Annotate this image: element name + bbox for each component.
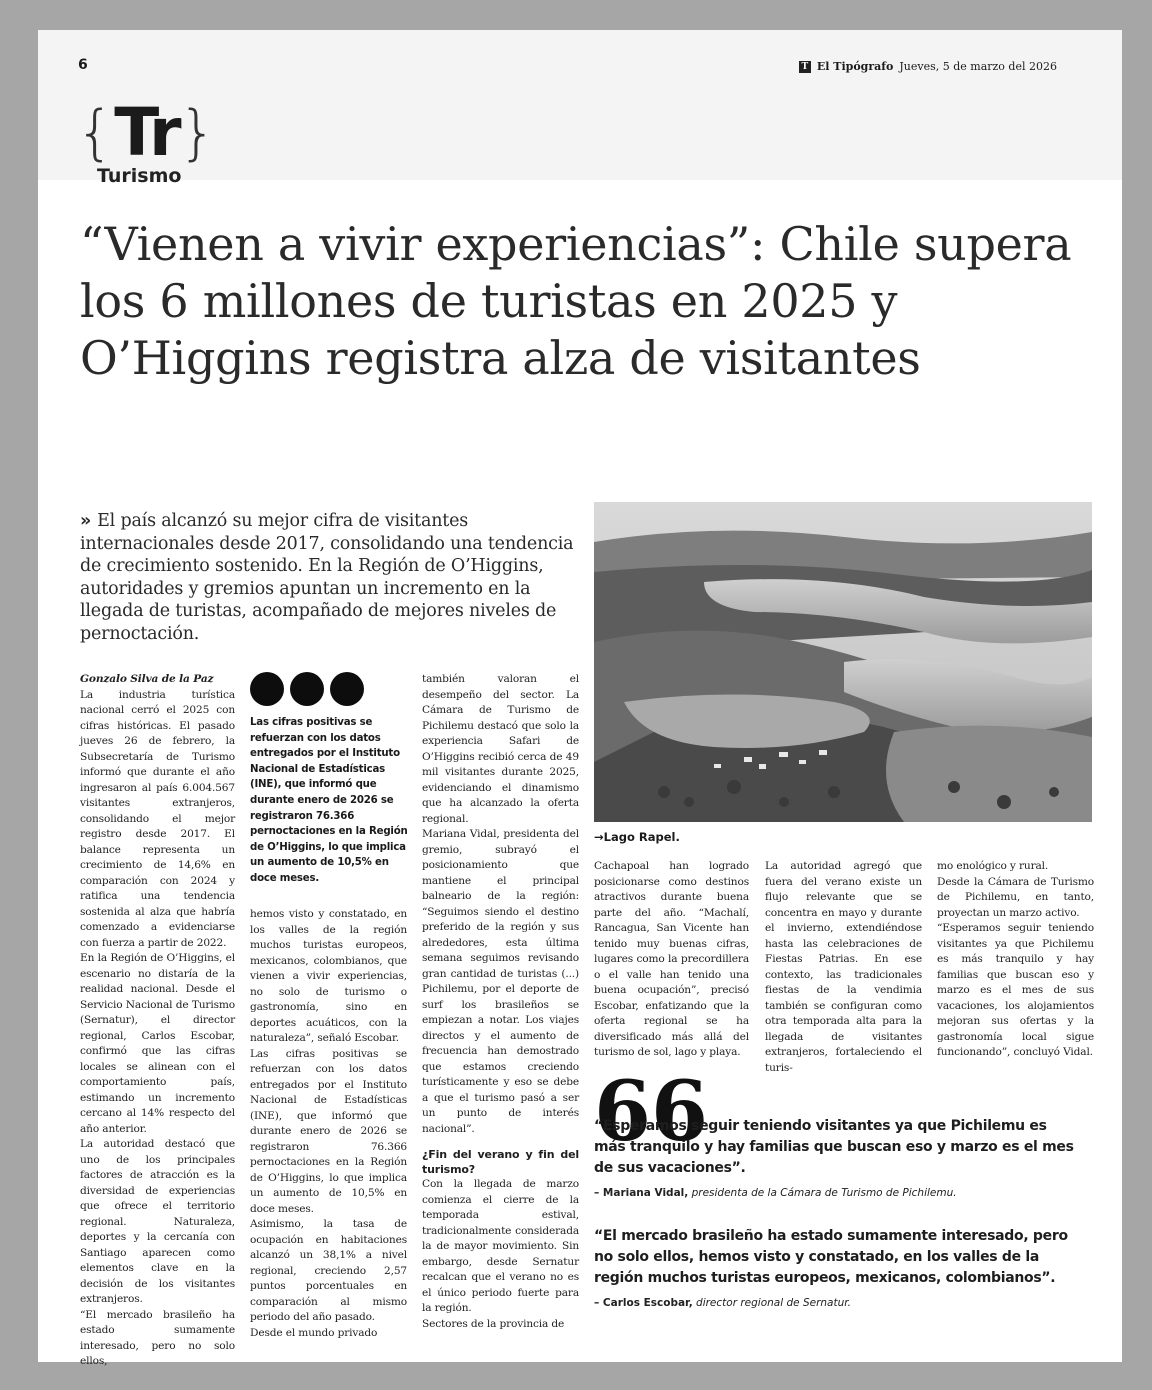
text-column-5 — [765, 859, 922, 1076]
photo-caption: →Lago Rapel. — [594, 830, 680, 844]
quotation-mark-icon: 66 — [594, 1064, 709, 1160]
paragraph: Asimismo, la tasa de ocupación en habitaciones alcanzó un 38,1% a nivel regional, creciendo 2,57 puntos porcentuales en comparación al mismo periodo del año pasado. — [250, 1218, 407, 1323]
quote-1-role: presidenta de la Cámara de Turismo de Pichilemu. — [691, 1187, 957, 1199]
lead-paragraph — [80, 510, 585, 645]
subheading: ¿Fin del verano y fin del turismo? — [422, 1148, 579, 1176]
quote-2-author: – Carlos Escobar, — [594, 1297, 693, 1309]
quote-1-attribution — [594, 1187, 957, 1199]
text-column-6 — [937, 859, 1094, 1061]
lake-photo — [594, 502, 1092, 822]
paragraph: Cachapoal han logrado posicionarse como destinos atractivos durante buena parte del año. “Machalí, Rancagua, San Vicente han tenido muy buenas cifras, lugares como la precordillera o el valle han tenido una buena ocupación”, precisó Escobar, enfatizando que la oferta regional se ha diversificado más allá del turismo de sol, lago y playa. — [594, 860, 749, 1058]
paragraph: Mariana Vidal, presidenta del gremio, subrayó el posicionamiento que mantiene el principal balneario de la región: “Seguimos siendo el destino preferido de la región y sus alrededores, esta última semana seguimos revisando gran cantidad de turistas (...) Pichilemu, por el deporte de surf los brasileños se empiezan a notar. Los viajes directos y el aumento de frecuencia han demostrado que estamos creciendo turísticamente y eso se debe a que el turismo pasó a ser un punto de interés nacional”. — [422, 828, 579, 1135]
lead-marker-icon: » — [80, 511, 92, 531]
publication-name: El Tipógrafo — [816, 60, 894, 73]
paragraph: La autoridad agregó que fuera del verano existe un flujo relevante que se concentra en mayo y durante el invierno, extendiéndose hasta las celebraciones de Fiestas Patrias. En ese contexto, las tradicionales fiestas de la vendimia también se configuran como otra temporada alta para la llegada de visitantes extranjeros, fortaleciendo el turis- — [765, 860, 922, 1074]
left-brace-icon: { — [76, 98, 115, 168]
highlight-box: Las cifras positivas se refuerzan con los datos entregados por el Instituto Nacional de Estadísticas (INE), que informó que durante enero de 2026 se registraron 76.366 pernoctaciones en la Región de O’Higgins, lo que implica un aumento de 10,5% en doce meses. — [250, 717, 408, 884]
publication-date: Jueves, 5 de marzo del 2026 — [899, 60, 1057, 73]
paragraph: Desde el mundo privado — [250, 1326, 378, 1339]
byline: Gonzalo Silva de la Paz — [80, 673, 214, 685]
paragraph: hemos visto y constatado, en los valles de la región muchos turistas europeos, mexicanos, colombianos, que vienen a vivir experiencias, no solo de turismo o gastronomía, sino en deportes acuáticos, con la naturaleza”, señaló Escobar. — [250, 908, 407, 1044]
paragraph: también valoran el desempeño del sector. La Cámara de Turismo de Pichilemu destacó que solo la experiencia Safari de O’Higgins recibió cerca de 49 mil visitantes durante 2025, evidenciando el dinamismo que ha alcanzado la oferta regional. — [422, 673, 579, 825]
section-code: Tr — [114, 94, 179, 171]
text-column-1 — [80, 672, 235, 1370]
paragraph: La industria turística nacional cerró el 2025 con cifras históricas. El pasado jueves 26 de febrero, la Subsecretaría de Turismo informó que durante el año ingresaron al país 6.004.567 visitantes extranjeros, consolidando el mejor registro desde 2017. El balance representa un crecimiento de 14,6% en comparación con 2024 y ratifica una tendencia sostenida al alza que habría comenzado a evidenciarse con fuerza a partir de 2022. — [80, 688, 235, 949]
paragraph: Sectores de la provincia de — [422, 1317, 565, 1330]
section-logo — [76, 94, 217, 171]
text-column-2 — [250, 907, 407, 1341]
masthead — [799, 60, 1057, 73]
right-brace-icon: } — [178, 98, 217, 168]
pull-quote-1: “Esperamos seguir teniendo visitantes ya que Pichilemu es más tranquilo y hay familias que buscan eso y marzo es el mes de sus vacaciones”. — [594, 1118, 1074, 1176]
quote-2-attribution — [594, 1297, 851, 1309]
paragraph: mo enológico y rural. — [937, 860, 1049, 872]
page-number: 6 — [78, 57, 88, 73]
paragraph: La autoridad destacó que uno de los principales factores de atracción es la diversidad de experiencias que ofrece el territorio regional. Naturaleza, deportes y la cercanía con Santiago aparecen como elementos clave en la decisión de los visitantes extranjeros. — [80, 1138, 235, 1305]
quote-1-author: – Mariana Vidal, — [594, 1187, 689, 1199]
paragraph: En la Región de O’Higgins, el escenario no distaría de la realidad nacional. Desde el Servicio Nacional de Turismo (Sernatur), el director regional, Carlos Escobar, confirmó que las cifras locales se alinean con el comportamiento país, estimando un incremento cercano al 14% respecto del año anterior. — [80, 952, 235, 1135]
lead-text: El país alcanzó su mejor cifra de visitantes internacionales desde 2017, consolidando una tendencia de crecimiento sostenido. En la Región de O’Higgins, autoridades y gremios apuntan un incremento en la llegada de turistas, acompañado de mejores niveles de pernoctación. — [80, 511, 574, 644]
paragraph: “El mercado brasileño ha estado sumamente interesado, pero no solo ellos, — [80, 1308, 235, 1367]
paragraph: Con la llegada de marzo comienza el cierre de la temporada estival, tradicionalmente considerada la de mayor movimiento. Sin embargo, desde Sernatur recalcan que el verano no es el único periodo fuerte para la región. — [422, 1178, 579, 1314]
pull-quote-2: “El mercado brasileño ha estado sumamente interesado, pero no solo ellos, hemos visto y constatado, en los valles de la región muchos turistas europeos, mexicanos, colombianos”. — [594, 1228, 1068, 1286]
three-dots-icon — [250, 672, 364, 706]
quote-2-role: director regional de Sernatur. — [696, 1297, 851, 1309]
paragraph: Desde la Cámara de Turismo de Pichilemu, en tanto, proyectan un marzo activo. — [937, 875, 1094, 919]
section-name: Turismo — [97, 165, 182, 187]
paragraph: “Esperamos seguir teniendo visitantes ya que Pichilemu es más tranquilo y hay familias que buscan eso y marzo es el mes de sus vacaciones, los alojamientos mejoran sus ofertas y la gastronomía local sigue funcionando”, concluyó Vidal. — [937, 922, 1094, 1058]
paragraph: Las cifras positivas se refuerzan con los datos entregados por el Instituto Nacional de Estadísticas (INE), que informó que durante enero de 2026 se registraron 76.366 pernoctaciones en la Región de O’Higgins, lo que implica un aumento de 10,5% en doce meses. — [250, 1047, 407, 1215]
text-column-4 — [594, 859, 749, 1061]
headline: “Vienen a vivir experiencias”: Chile supera los 6 millones de turistas en 2025 y O’Higgins registra alza de visitantes — [80, 217, 1072, 385]
publication-logo-icon: T — [799, 61, 811, 73]
text-column-3 — [422, 672, 579, 1332]
lago-rapel-image — [594, 502, 1092, 822]
